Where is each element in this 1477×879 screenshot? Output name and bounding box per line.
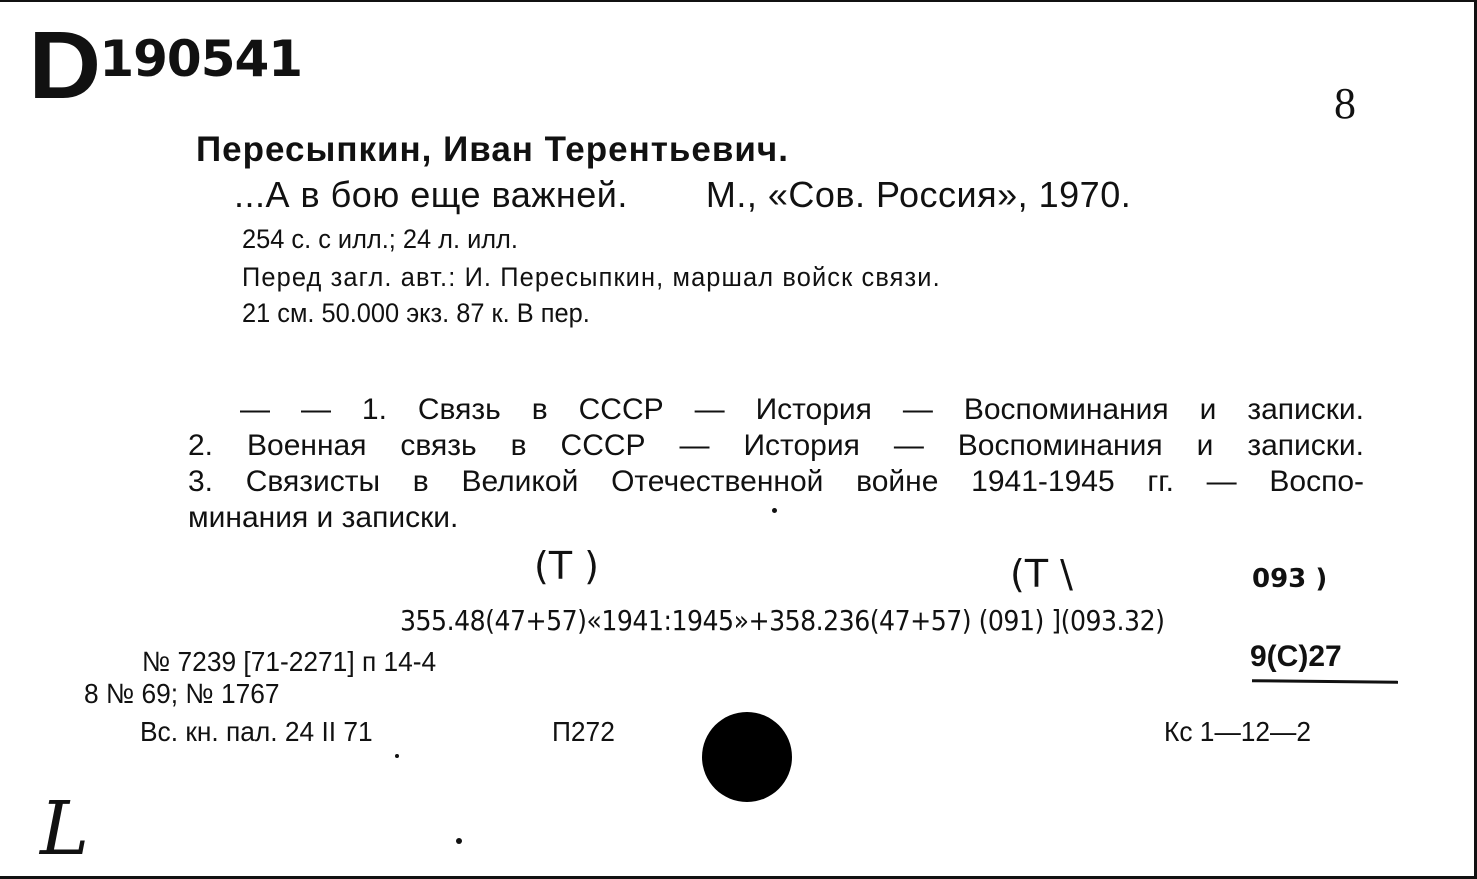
subject-line: минания и записки. <box>188 501 459 534</box>
accession-mark <box>28 12 303 119</box>
size-price-note: 21 см. 50.000 экз. 87 к. В пер. <box>242 298 590 328</box>
subject-line: 2. Военная связь в СССР — История — Воспоминания и записки. <box>188 429 1364 462</box>
physical-description: 254 с. с илл.; 24 л. илл. <box>242 224 518 254</box>
handwritten-mark: (Т ) <box>534 544 599 588</box>
speck <box>395 754 399 758</box>
accession-letter: D <box>28 12 100 119</box>
accession-number: 190541 <box>99 30 303 88</box>
udc-classification: 355.48(47+57)«1941:1945»+358.236(47+57) (091) ](093.32) <box>400 604 1165 637</box>
speck <box>456 838 462 844</box>
title-line <box>234 174 1131 216</box>
bbk-underline <box>1252 679 1398 684</box>
author-note: Перед загл. авт.: И. Пересыпкин, маршал войск связи. <box>242 262 941 292</box>
punch-hole <box>702 712 792 802</box>
corner-handwritten-mark: L <box>40 786 90 872</box>
book-title: ...А в бою еще важней. <box>234 174 628 215</box>
book-chamber-note: Вс. кн. пал. 24 II 71 <box>140 716 373 747</box>
kc-code: Кс 1—12—2 <box>1164 716 1312 747</box>
subject-line: 3. Связисты в Великой Отечественной войне 1941-1945 гг. — Воспо- <box>188 465 1364 498</box>
record-number: № 7239 [71-2271] п 14-4 <box>142 646 437 677</box>
bbk-index: 9(С)27 <box>1250 640 1342 673</box>
handwritten-mark: 093 ) <box>1252 564 1328 594</box>
catalog-code: П272 <box>552 716 615 747</box>
other-numbers: 8 № 69; № 1767 <box>84 678 280 709</box>
author-heading: Пересыпкин, Иван Терентьевич. <box>196 130 789 169</box>
subject-headings <box>188 392 1364 536</box>
imprint: М., «Сов. Россия», 1970. <box>705 174 1132 215</box>
subject-line: — — 1. Связь в СССР — История — Воспоминания и записки. <box>240 393 1364 426</box>
handwritten-mark: (Т \ <box>1010 552 1073 596</box>
card-number: 8 <box>1334 79 1356 128</box>
speck <box>772 508 777 513</box>
